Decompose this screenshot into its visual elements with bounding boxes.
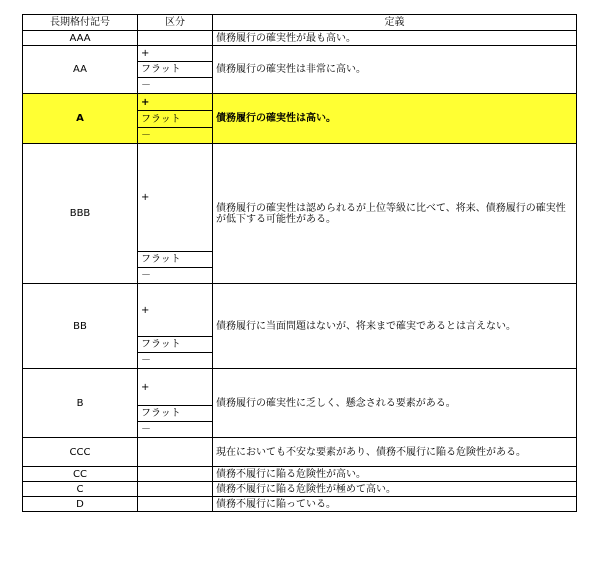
row-ccc — [23, 438, 577, 467]
definition-cell: 債務履行の確実性に乏しく、懸念される要素がある。 — [213, 369, 577, 438]
definition-cell: 債務履行の確実性は認められるが上位等級に比べて、将来、債務履行の確実性が低下する可能性がある。 — [213, 144, 577, 284]
division-minus: － — [138, 422, 213, 438]
division-plus: + — [138, 94, 213, 111]
definition-cell: 現在においても不安な要素があり、債務不履行に陥る危険性がある。 — [213, 438, 577, 467]
division-minus: － — [138, 128, 213, 144]
division-plus: + — [138, 46, 213, 62]
division-flat: フラット — [138, 111, 213, 128]
division-flat: フラット — [138, 406, 213, 422]
definition-cell: 債務不履行に陥っている。 — [213, 497, 577, 512]
division-cell — [138, 438, 213, 467]
definition-cell: 債務履行の確実性は非常に高い。 — [213, 46, 577, 94]
definition-cell: 債務履行に当面問題はないが、将来まで確実であるとは言えない。 — [213, 284, 577, 369]
grade-cell: CCC — [23, 438, 138, 467]
header-division: 区分 — [138, 15, 213, 31]
grade-cell: BBB — [23, 144, 138, 284]
row-a — [23, 94, 577, 111]
division-cell — [138, 467, 213, 482]
header-grade: 長期格付記号 — [23, 15, 138, 31]
division-flat: フラット — [138, 252, 213, 268]
division-plus: + — [138, 144, 213, 252]
rating-definition-table — [22, 14, 577, 512]
division-cell — [138, 31, 213, 46]
grade-cell: C — [23, 482, 138, 497]
division-minus: － — [138, 78, 213, 94]
grade-cell: A — [23, 94, 138, 144]
definition-cell: 債務不履行に陥る危険性が高い。 — [213, 467, 577, 482]
division-cell — [138, 482, 213, 497]
header-definition: 定義 — [213, 15, 577, 31]
division-minus: － — [138, 268, 213, 284]
grade-cell: AA — [23, 46, 138, 94]
definition-cell: 債務履行の確実性は高い。 — [213, 94, 577, 144]
division-minus: － — [138, 353, 213, 369]
row-cc — [23, 467, 577, 482]
row-bb — [23, 284, 577, 337]
division-flat: フラット — [138, 337, 213, 353]
division-cell — [138, 497, 213, 512]
row-aaa — [23, 31, 577, 46]
division-flat: フラット — [138, 62, 213, 78]
row-bbb — [23, 144, 577, 252]
grade-cell: AAA — [23, 31, 138, 46]
definition-cell: 債務不履行に陥る危険性が極めて高い。 — [213, 482, 577, 497]
grade-cell: BB — [23, 284, 138, 369]
grade-cell: B — [23, 369, 138, 438]
definition-cell: 債務履行の確実性が最も高い。 — [213, 31, 577, 46]
division-plus: + — [138, 284, 213, 337]
grade-cell: CC — [23, 467, 138, 482]
row-aa — [23, 46, 577, 62]
row-d — [23, 497, 577, 512]
row-c — [23, 482, 577, 497]
grade-cell: D — [23, 497, 138, 512]
division-plus: + — [138, 369, 213, 406]
row-b — [23, 369, 577, 406]
header-row — [23, 15, 577, 31]
